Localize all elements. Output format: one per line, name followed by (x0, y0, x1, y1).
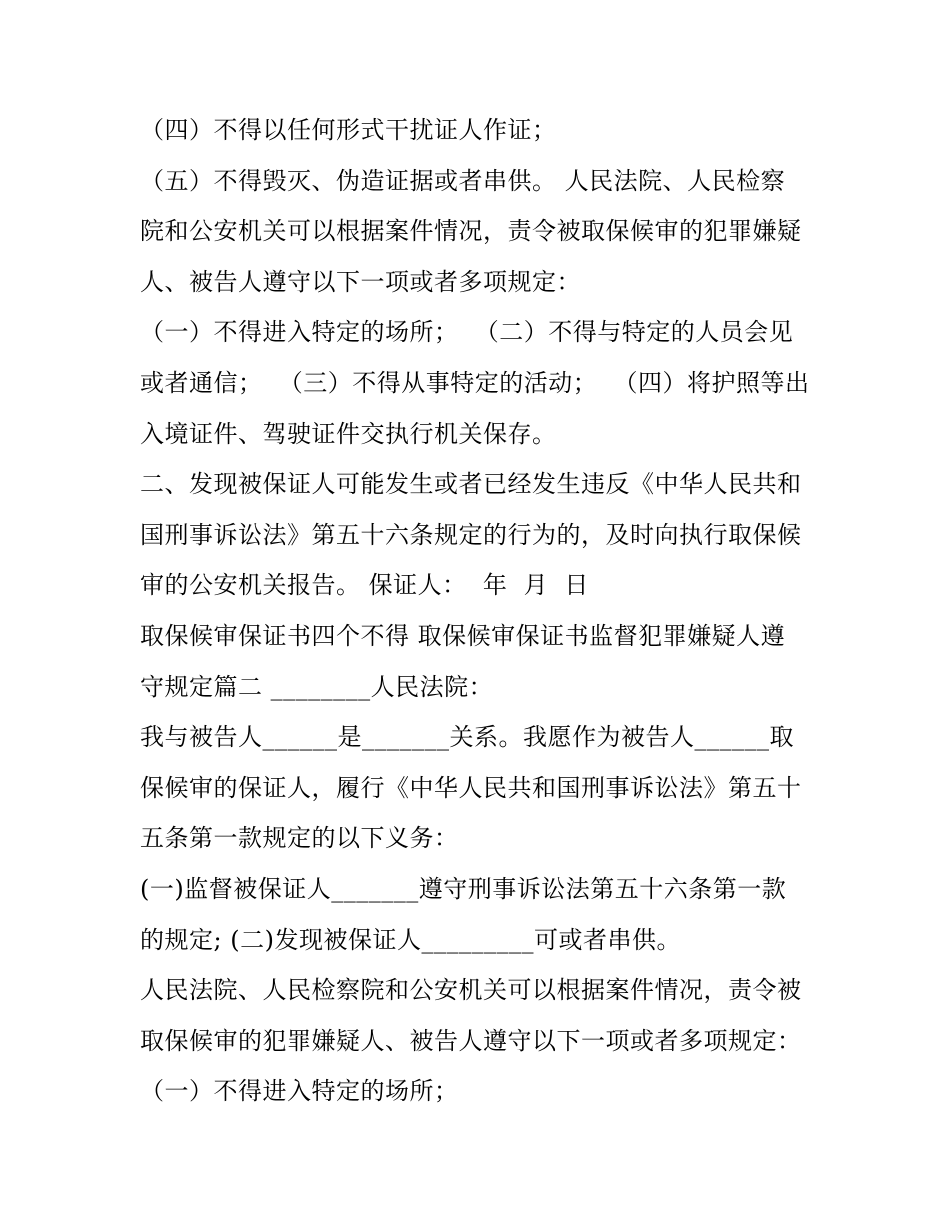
text-line: 取保候审保证书四个不得 取保候审保证书监督犯罪嫌疑人遵 (140, 622, 786, 650)
text-line: 取保候审的犯罪嫌疑人、被告人遵守以下一项或者多项规定： (140, 1027, 802, 1055)
text-line: 国刑事诉讼法》第五十六条规定的行为的，及时向执行取保候 (140, 521, 802, 549)
text-line: 人民法院、人民检察院和公安机关可以根据案件情况，责令被 (140, 976, 802, 1004)
text-line: （一）不得进入特定的场所； (140, 1077, 459, 1105)
text-line: 二、发现被保证人可能发生或者已经发生违反《中华人民共和 (140, 470, 802, 498)
text-line: （一）不得进入特定的场所； （二）不得与特定的人员会见 (140, 318, 794, 346)
text-line: 守规定篇二 ________人民法院： (140, 673, 494, 701)
text-line: 五条第一款规定的以下义务： (140, 824, 459, 852)
text-line: 保候审的保证人，履行《中华人民共和国刑事诉讼法》第五十 (140, 774, 802, 802)
text-line: 或者通信； （三）不得从事特定的活动； （四）将护照等出 (140, 369, 810, 397)
text-line: （五）不得毁灭、伪造证据或者串供。 人民法院、人民检察 (140, 167, 786, 195)
text-line: (一)监督被保证人_______遵守刑事诉讼法第五十六条第一款 (140, 875, 787, 903)
text-line: 人、被告人遵守以下一项或者多项规定： (140, 268, 581, 296)
text-line: 院和公安机关可以根据案件情况，责令被取保候审的犯罪嫌疑 (140, 217, 802, 245)
text-line: 我与被告人______是_______关系。我愿作为被告人______取 (140, 723, 794, 751)
text-line: 入境证件、驾驶证件交执行机关保存。 (140, 420, 557, 448)
text-line: 的规定; (二)发现被保证人_________可或者串供。 (140, 926, 681, 954)
text-line: 审的公安机关报告。 保证人： 年 月 日 (140, 571, 589, 599)
text-line: （四）不得以任何形式干扰证人作证； (140, 116, 557, 144)
